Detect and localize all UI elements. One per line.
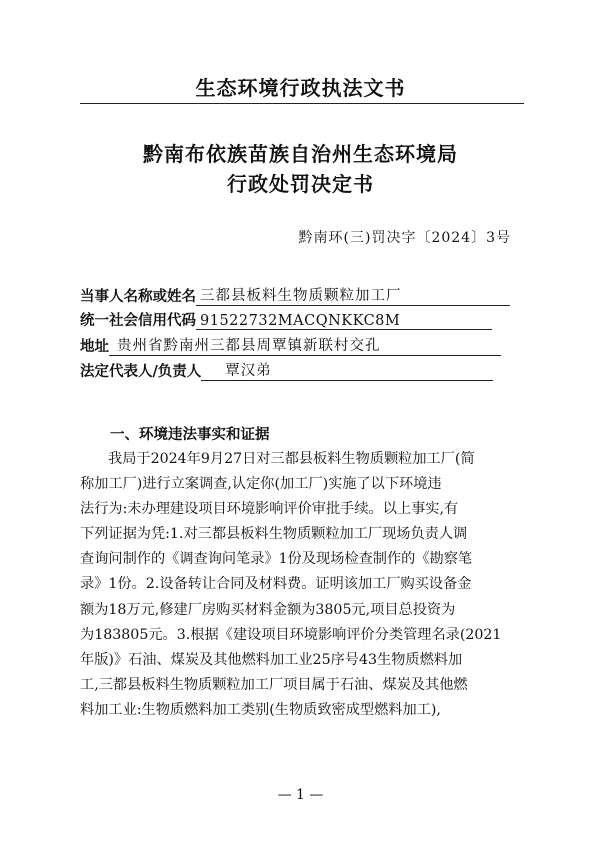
legal-representative-value: 覃汉弟 <box>201 359 493 381</box>
legal-representative-field <box>80 359 493 381</box>
header-divider <box>80 103 524 104</box>
section-heading-violation-facts: 一、环境违法事实和证据 <box>110 426 270 443</box>
page-number: — 1 — <box>277 787 324 803</box>
body-text-line: 法行为:未办理建设项目环境影响评价审批手续。以上事实,有 <box>80 501 459 518</box>
issuing-authority-title: 黔南布依族苗族自治州生态环境局 <box>143 142 458 166</box>
address-value: 贵州省黔南州三都县周覃镇新联村交孔 <box>109 334 501 356</box>
document-type-title: 行政处罚决定书 <box>227 172 374 196</box>
legal-representative-label: 法定代表人/负责人 <box>80 363 202 380</box>
party-name-field <box>80 284 510 306</box>
address-label: 地址 <box>80 338 109 355</box>
body-text-line: 查询问制作的《调查询问笔录》1份及现场检查制作的《勘察笔 <box>80 551 473 568</box>
body-text-line: 我局于2024年9月27日对三都县板料生物质颗粒加工厂(简 <box>108 451 475 467</box>
body-text-line: 称加工厂)进行立案调查,认定你(加工厂)实施了以下环境违 <box>80 476 442 493</box>
body-text-line: 额为18万元,修建厂房购买材料金额为3805元,项目总投资为 <box>80 601 456 618</box>
violation-facts-body <box>80 447 524 723</box>
body-text-line: 料加工业:生物质燃料加工类别(生物质致密成型燃料加工), <box>80 701 441 718</box>
body-text-line: 工,三都县板料生物质颗粒加工厂项目属于石油、煤炭及其他燃 <box>80 676 468 693</box>
address-field <box>80 334 501 356</box>
party-name-label: 当事人名称或姓名 <box>80 288 196 305</box>
credit-code-value: 91522732MACQNKKC8M <box>196 313 492 330</box>
party-name-value: 三都县板料生物质颗粒加工厂 <box>196 284 510 306</box>
document-number: 黔南环(三)罚决字〔2024〕3号 <box>298 230 511 246</box>
body-text-line: 为183805元。3.根据《建设项目环境影响评价分类管理名录(2021 <box>80 626 502 643</box>
body-text-line: 下列证据为凭:1.对三都县板料生物质颗粒加工厂现场负责人调 <box>80 526 468 543</box>
credit-code-field <box>80 309 492 331</box>
body-text-line: 年版)》石油、煤炭及其他燃料加工业25序号43生物质燃料加 <box>80 651 463 668</box>
document-header-title: 生态环境行政执法文书 <box>195 76 406 100</box>
body-text-line: 录》1份。2.设备转让合同及材料费。证明该加工厂购买设备金 <box>80 576 472 593</box>
credit-code-label: 统一社会信用代码 <box>80 312 196 329</box>
